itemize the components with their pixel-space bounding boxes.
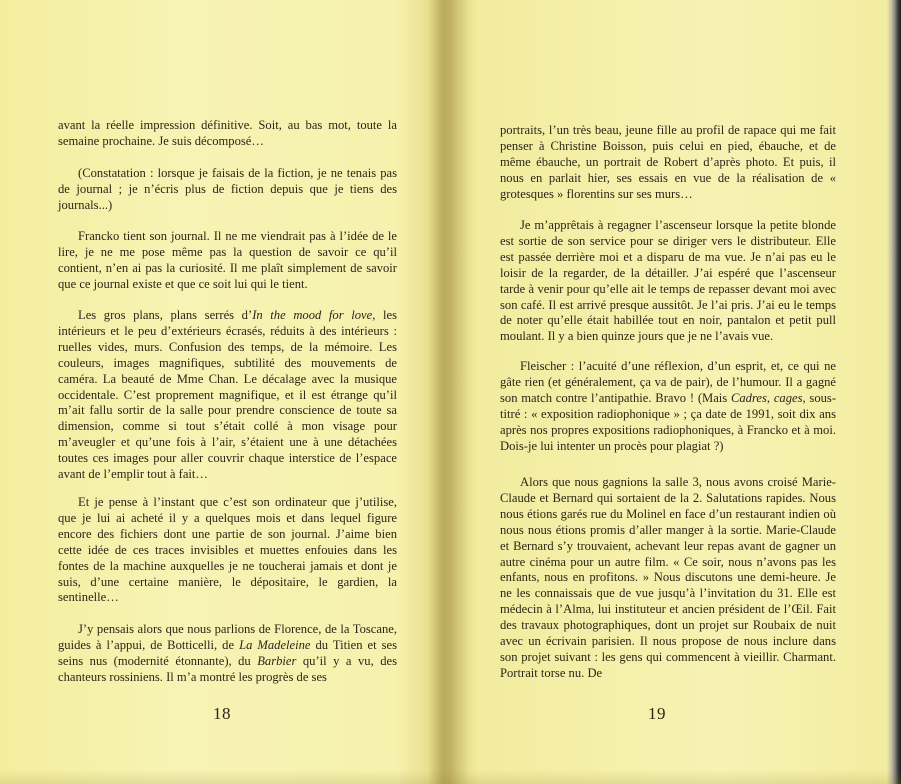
artwork-title: La Madeleine [239, 637, 311, 652]
paragraph: Fleischer : l’acuité d’une réflexion, d’un esprit, et, ce qui ne gâte rien (et généralement, ça va de pair), de l’humour. Il a gagné son match contre l’antipathie. Bravo ! (Mais Cadres, cages, sous-titré : « exposition radiophonique » ; ça date de 1991, soit dix ans après nos propres expositions radiophoniques, à Francko et à moi. Dois-je lui intenter un procès pour plagiat ?) [500, 359, 837, 453]
opera-title: Barbier [257, 653, 297, 668]
paragraph: Alors que nous gagnions la salle 3, nous avons croisé Marie-Claude et Bernard qui sortaient de la 2. Salutations rapides. Nous nous étions garés rue du Molinel en face d’un restaurant indien où nous nous étions promis d’aller manger à la sortie. Marie-Claude et Bernard s’y trouvaient, achevant leur repas avant de gagner un autre cinéma pour un autre film. « Ce soir, nous n’avons pas les enfants, nous en profitons. » Nous discutons une demi-heure. Je ne les connaissais que de vue jusqu’à l’invitation du 31. Elle est médecin à l’Alma, lui instituteur et ancien président de l’Œil. Fait des travaux photographiques, dont un projet sur Roubaix de nuit avec un écrivain parisien. Il nous propose de nous inclure dans son projet suivant : les gens qui commencent à vieillir. Charmant. Portrait torse nu. De [500, 475, 836, 680]
film-title: In the mood for love [252, 308, 373, 322]
page-bottom-shade [0, 770, 901, 784]
page-number: 19 [648, 704, 666, 723]
paragraph: Et je pense à l’instant que c’est son ordinateur que j’utilise, que je lui ai acheté il y a quelques mois et dans lequel figure encore des fichiers dont une partie de son journal. J’aime bien cette idée de ces traces invisibles et muettes enfouies dans les fontes de la machine auxquelles je ne toucherai jamais et dont je suis, d’une certaine manière, le dépositaire, le gardien, la sentinelle… [58, 495, 397, 605]
paragraph: avant la réelle impression définitive. Soit, au bas mot, toute la semaine prochaine. Je suis décomposé… [58, 118, 397, 148]
paragraph: Francko tient son journal. Il ne me viendrait pas à l’idée de le lire, je ne me pose même pas la question de savoir ce qu’il contient, n’en ai pas la curiosité. Il me plaît simplement de savoir que ce journal existe et que ce soit lui qui le tient. [58, 229, 397, 291]
paragraph: (Constatation : lorsque je faisais de la fiction, je ne tenais pas de journal ; je n’écris plus de fiction depuis que je tiens des journals...) [58, 166, 397, 212]
paragraph: Les gros plans, plans serrés d’In the mood for love, les intérieurs et le peu d’extérieurs écrasés, réduits à des intérieurs : ruelles vides, murs. Confusion des temps, de la mémoire. Les couleurs, images magnifiques, subtilité des mouvements de caméra. La beauté de Mme Chan. Le décalage avec la musique occidentale. C’est proprement magnifique, et il est étrange qu’il m’ait fallu sortir de la salle pour prendre conscience de toute sa dimension, comme si tout s’était collé à mon visage pour m’aveugler et qu’une fois à l’air, s’étaient une à une détachées toutes ces images pour aller couvrir chaque interstice de l’espace avant de l’emplir tout à fait… [58, 308, 397, 482]
page-edge [887, 0, 901, 784]
page-number: 18 [213, 704, 231, 723]
paragraph: J’y pensais alors que nous parlions de Florence, de la Toscane, guides à l’appui, de Botticelli, de La Madeleine du Titien et ses seins nus (modernité étonnante), du Barbier qu’il y a vu, des chanteurs rossiniens. Il m’a montré les progrès de ses [58, 622, 397, 684]
paragraph: portraits, l’un très beau, jeune fille au profil de rapace qui me fait penser à Christine Boisson, puis celui en pied, ébauche, et de même ébauche, un portrait de Robert d’après photo. Et puis, il nous en parlait hier, ses essais en vue de la réalisation de « grotesques » florentins sur ses murs… [500, 123, 836, 201]
paragraph: Je m’apprêtais à regagner l’ascenseur lorsque la petite blonde est sortie de son service pour se diriger vers le distributeur. Elle est passée derrière moi et a disparu de ma vue. Je n’ai pas eu le loisir de la regarder, de la détailler. J’ai espéré que l’ascenseur tarde à venir pour qu’elle ait le temps de repasser devant moi avec son café. Il est arrivé presque aussitôt. Je l’ai pris. J’ai eu le temps de noter qu’elle était habillée tout en noir, pantalon et petit pull moulant. Il y a bien quinze jours que je ne l’avais vue. [500, 218, 836, 344]
work-title: Cadres, cages [730, 390, 803, 405]
book-gutter [428, 0, 468, 784]
